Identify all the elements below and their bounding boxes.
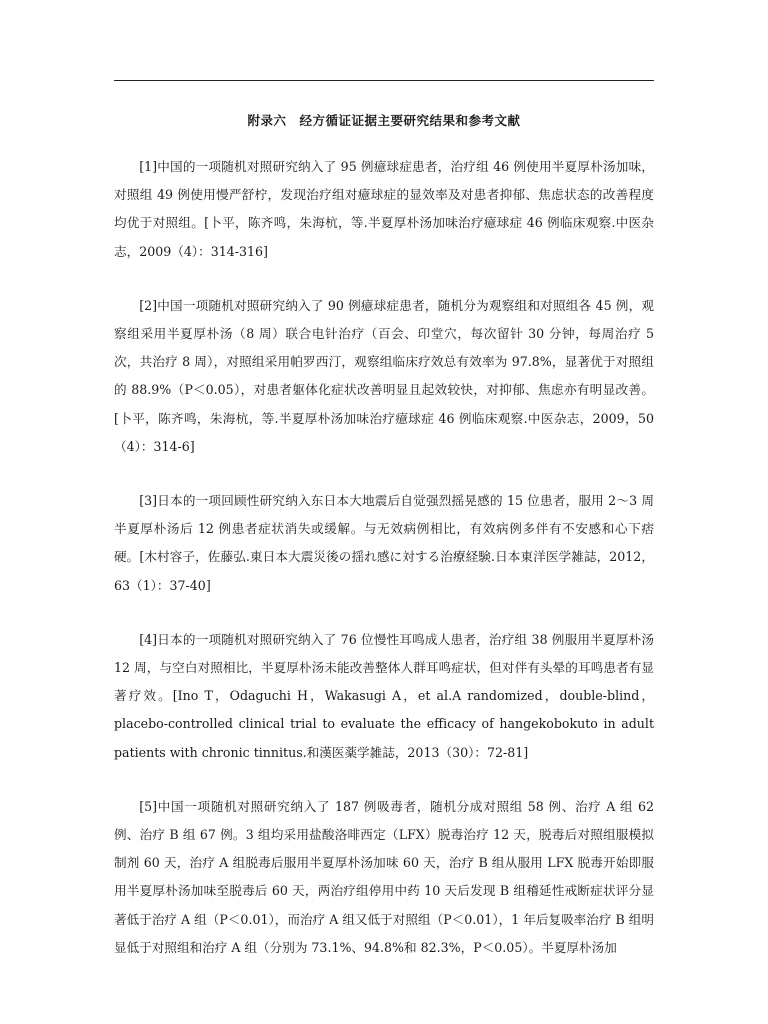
- reference-entry-4: [4]日本的一项随机对照研究纳入了 76 位慢性耳鸣成人患者，治疗组 38 例服用半夏厚朴汤 12 周，与空白对照相比，半夏厚朴汤未能改善整体人群耳鸣症状，但对伴有头晕的耳鸣患者有显著疗效。[Ino T，Odaguchi H，Wakasugi A，et al.A randomized，double-blind，placebo-controlled clinical trial to evaluate the efficacy of hangekobokuto in adult patients with chronic tinnitus.和漢医薬学雑誌，2013（30）：72-81]: [114, 631, 654, 760]
- reference-entry-5: [5]中国一项随机对照研究纳入了 187 例吸毒者，随机分成对照组 58 例、治疗 A 组 62 例、治疗 B 组 67 例。3 组均采用盐酸洛啡西定（LFX）脱毒治疗 12 天，脱毒后对照组服模拟制剂 60 天，治疗 A 组脱毒后服用半夏厚朴汤加味 60 天，治疗 B 组从服用 LFX 脱毒开始即服用半夏厚朴汤加味至脱毒后 60 天，两治疗组停用中药 10 天后发现 B 组稽延性戒断症状评分显著低于治疗 A 组（P＜0.01），而治疗 A 组又低于对照组（P＜0.01），1 年后复吸率治疗 B 组明显低于对照组和治疗 A 组（分别为 73.1%、94.8%和 82.3%，P＜0.05）。半夏厚朴汤加: [114, 798, 654, 955]
- reference-entry-1: [1]中国的一项随机对照研究纳入了 95 例癔球症患者，治疗组 46 例使用半夏厚朴汤加味，对照组 49 例使用慢严舒柠，发现治疗组对癔球症的显效率及对患者抑郁、焦虑状态的改善程度均优于对照组。[卜平，陈齐鸣，朱海杭，等.半夏厚朴汤加味治疗癔球症 46 例临床观察.中医杂志，2009（4）：314-316]: [114, 159, 654, 259]
- page-title: 附录六 经方循证证据主要研究结果和参考文献: [247, 113, 521, 128]
- reference-entry-2: [2]中国一项随机对照研究纳入了 90 例癔球症患者，随机分为观察组和对照组各 45 例，观察组采用半夏厚朴汤（8 周）联合电针治疗（百会、印堂穴，每次留针 30 分钟，每周治疗 5 次，共治疗 8 周），对照组采用帕罗西汀，观察组临床疗效总有效率为 97.8%，显著优于对照组的 88.9%（P＜0.05），对患者躯体化症状改善明显且起效较快，对抑郁、焦虑亦有明显改善。[卜平，陈齐鸣，朱海杭，等.半夏厚朴汤加味治疗癔球症 46 例临床观察.中医杂志，2009，50（4）：314-6]: [114, 297, 654, 454]
- header-rule: [114, 80, 654, 81]
- reference-list: [114, 153, 654, 988]
- reference-entry-3: [3]日本的一项回顾性研究纳入东日本大地震后自觉强烈摇晃感的 15 位患者，服用 2～3 周半夏厚朴汤后 12 例患者症状消失或缓解。与无效病例相比，有效病例多伴有不安感和心下痞硬。[木村容子，佐藤弘.東日本大震災後の揺れ感に対する治療経験.日本東洋医学雑誌，2012，63（1）：37-40]: [114, 493, 654, 593]
